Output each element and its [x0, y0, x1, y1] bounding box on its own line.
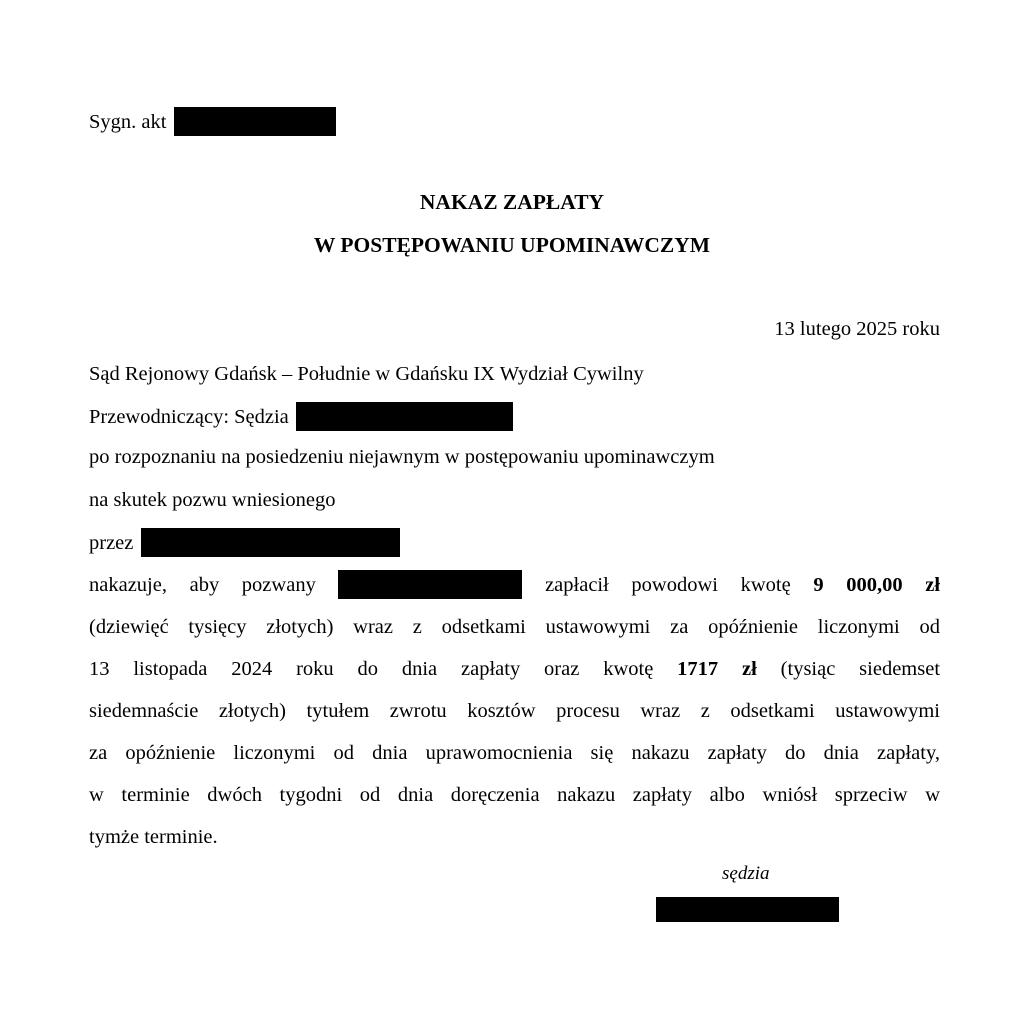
- document-title-line2: W POSTĘPOWANIU UPOMINAWCZYM: [313, 233, 711, 257]
- presiding-judge-label: Przewodniczący: Sędzia: [89, 406, 289, 428]
- presiding-judge: [89, 402, 513, 428]
- order-line-1-a: nakazuje, aby pozwany: [89, 574, 316, 596]
- line-skutek: na skutek pozwu wniesionego: [89, 489, 336, 511]
- order-line-3-a: 13 listopada 2024 roku do dnia zapłaty oraz kwotę: [89, 658, 654, 680]
- redacted-judge-name: [296, 402, 513, 431]
- judge-signature-label: sędzia: [722, 863, 770, 884]
- plaintiff-label: przez: [89, 532, 134, 554]
- costs-amount: 1717 zł: [677, 658, 757, 680]
- order-line-1: [89, 570, 940, 596]
- line-rozpoznanie: po rozpoznaniu na posiedzeniu niejawnym w postępowaniu upominawczym: [89, 446, 715, 468]
- order-line-6: w terminie dwóch tygodni od dnia doręczenia nakazu zapłaty albo wniósł sprzeciw w: [89, 784, 940, 806]
- document-title-line1: NAKAZ ZAPŁATY: [419, 190, 605, 214]
- order-line-7: tymże terminie.: [89, 826, 218, 848]
- redacted-judge-signature: [656, 897, 839, 922]
- court-name: Sąd Rejonowy Gdańsk – Południe w Gdańsku IX Wydział Cywilny: [89, 363, 644, 385]
- redacted-defendant: [338, 570, 522, 599]
- case-signature: [89, 107, 336, 136]
- plaintiff-line: [89, 528, 400, 554]
- order-line-5: za opóźnienie liczonymi od dnia uprawomocnienia się nakazu zapłaty do dnia zapłaty,: [89, 742, 940, 764]
- order-line-2: (dziewięć tysięcy złotych) wraz z odsetkami ustawowymi za opóźnienie liczonymi od: [89, 616, 940, 638]
- main-amount: 9 000,00 zł: [813, 574, 941, 596]
- redacted-plaintiff: [141, 528, 400, 557]
- order-line-4: siedemnaście złotych) tytułem zwrotu kosztów procesu wraz z odsetkami ustawowymi: [89, 700, 940, 722]
- document-date: 13 lutego 2025 roku: [774, 318, 940, 340]
- order-line-3: [89, 656, 940, 682]
- order-line-3-b: (tysiąc siedemset: [780, 658, 941, 680]
- case-signature-label: Sygn. akt: [89, 111, 167, 133]
- redacted-case-number: [174, 107, 336, 136]
- order-line-1-b: zapłacił powodowi kwotę: [545, 574, 791, 596]
